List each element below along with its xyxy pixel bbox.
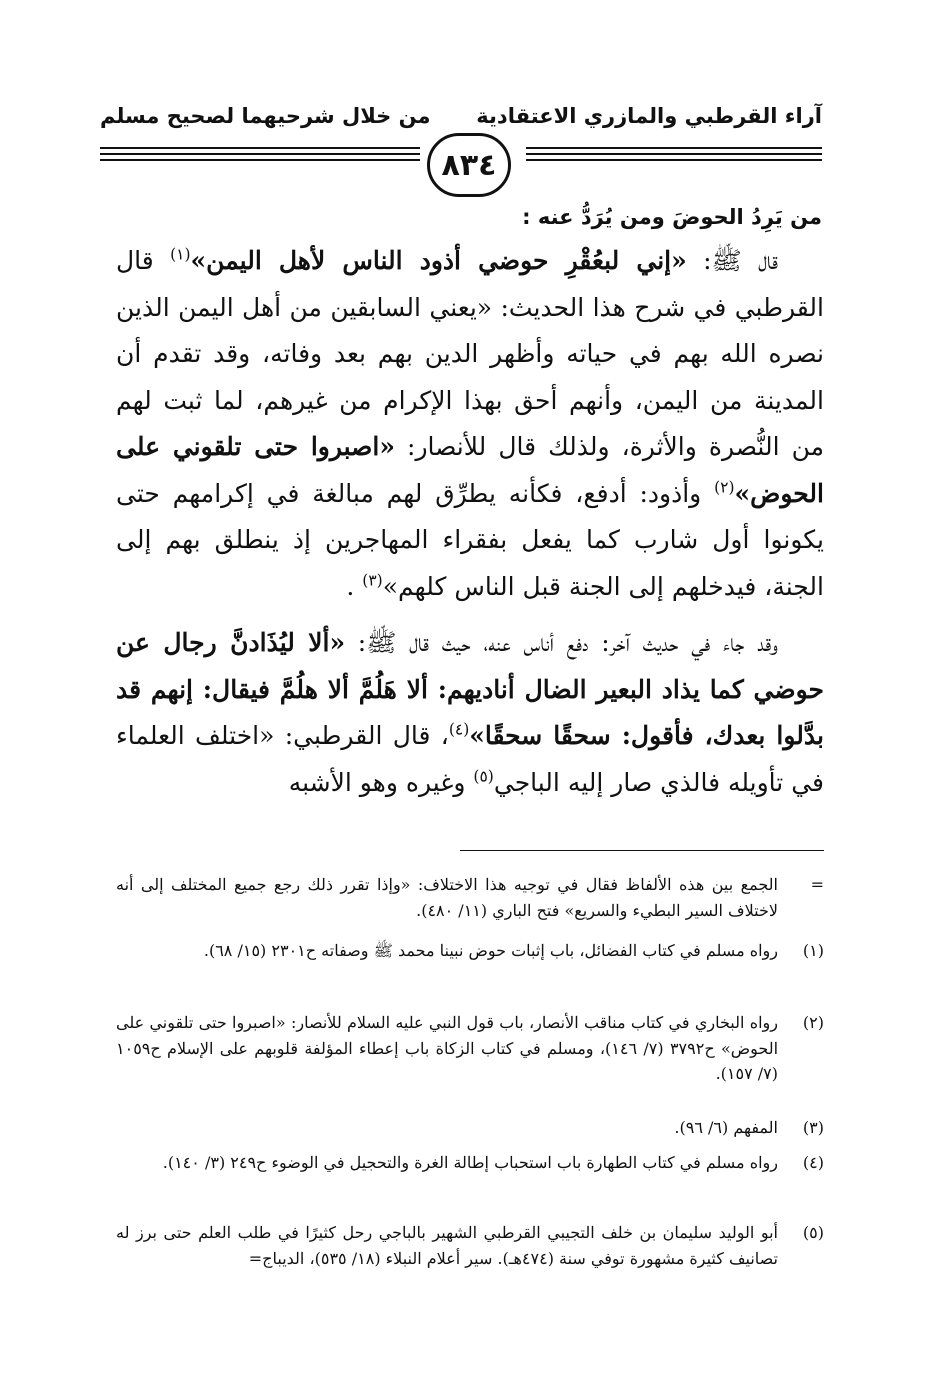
footnote-text: أبو الوليد سليمان بن خلف التجيبي القرطبي الشهير بالباجي رحل كثيرًا في طلب العلم حتى برز له تصانيف كثيرة مشهورة توفي سنة (٤٧٤هـ). سير أعلام النبلاء (١٨/ ٥٣٥)، الديباج= bbox=[116, 1223, 778, 1268]
footnote-ref: (١) bbox=[170, 245, 191, 264]
text-run: . bbox=[346, 571, 363, 601]
text-run: قال ﷺ: bbox=[686, 246, 778, 275]
text-run: ، قال القرطبي: «اختلف العلماء في تأويله فالذي صار إليه الباجي bbox=[116, 721, 824, 797]
footnote-4 bbox=[116, 1150, 824, 1176]
text-run: وقد جاء في حديث آخر: دفع أناس عنه، حيث قال ﷺ: bbox=[345, 628, 778, 657]
header-rule-right-top bbox=[526, 147, 822, 149]
footnote-ref: (٤) bbox=[448, 720, 470, 739]
text-run: وأذود: أدفع، فكأنه يطرِّق لهم مبالغة في إكرامهم حتى يكونوا أول شارب كما يفعل بفقراء المهاجرين إذ ينطلق بهم إلى الجنة، فيدخلهم إلى الجنة قبل الناس كلهم» bbox=[116, 478, 824, 601]
footnote-text: رواه البخاري في كتاب مناقب الأنصار، باب قول النبي عليه السلام للأنصار: «اصبروا حتى تلقوني على الحوض» ح٣٧٩٢ (٧/ ١٤٦)، ومسلم في كتاب الزكاة باب إعطاء المؤلفة قلوبهم على الإسلام ح١٠٥٩ (٧/ ١٥٧). bbox=[116, 1013, 779, 1083]
running-head-title: آراء القرطبي والمازري الاعتقادية bbox=[476, 104, 822, 128]
footnote-3 bbox=[116, 1115, 824, 1141]
running-head-subtitle: من خلال شرحيهما لصحيح مسلم bbox=[100, 104, 431, 128]
header-rule-left-top bbox=[100, 147, 420, 149]
paragraph-1 bbox=[116, 238, 824, 610]
main-text bbox=[116, 238, 824, 806]
footnote-text: رواه مسلم في كتاب الفضائل، باب إثبات حوض نبينا محمد ﷺ وصفاته ح٢٣٠١ (١٥/ ٦٨). bbox=[203, 941, 778, 960]
footnote-number: (٥) bbox=[802, 1223, 824, 1242]
text-run: قال القرطبي في شرح هذا الحديث: «يعني السابقين من أهل اليمن الذين نصره الله بهم في حياته وأظهر الدين بهم بعد وفاته، وقد تقدم أن المدينة من اليمن، وأنهم أحق بهذا الإكرام من غيرهم، لما ثبت لهم من النُّصرة والأثرة، ولذلك قال للأنصار: bbox=[116, 246, 824, 461]
paragraph-2 bbox=[116, 620, 824, 806]
header-rule-left-bottom bbox=[100, 159, 420, 161]
page-number-badge: ٨٣٤ bbox=[427, 133, 511, 197]
footnote-1 bbox=[116, 938, 824, 964]
section-heading: من يَرِدُ الحوضَ ومن يُرَدُّ عنه : bbox=[522, 205, 822, 229]
footnote-2 bbox=[116, 1010, 824, 1087]
footnote-number: (٢) bbox=[802, 1013, 824, 1032]
footnote-marker: = bbox=[810, 875, 824, 894]
footnote-number: (٤) bbox=[802, 1153, 824, 1172]
hadith-quote: «إني لبعُقْرِ حوضي أذود الناس لأهل اليمن» bbox=[190, 246, 687, 275]
footnote-text: المفهم (٦/ ٩٦). bbox=[674, 1118, 778, 1137]
footnote-number: (١) bbox=[802, 941, 824, 960]
text-run: وغيره وهو الأشبه bbox=[288, 767, 474, 797]
footnote-ref: (٥) bbox=[473, 767, 494, 786]
footnote-text: رواه مسلم في كتاب الطهارة باب استحباب إطالة الغرة والتحجيل في الوضوء ح٢٤٩ (٣/ ١٤٠). bbox=[162, 1153, 778, 1172]
footnote-ref: (٢) bbox=[714, 478, 735, 497]
footnote-text: الجمع بين هذه الألفاظ فقال في توجيه هذا الاختلاف: «وإذا تقرر ذلك رجع جميع المختلف إلى أنه لاختلاف السير البطيء والسريع» فتح الباري (١١/ ٤٨٠). bbox=[116, 875, 778, 920]
header-rule-left-middle bbox=[100, 153, 420, 155]
footnote-separator bbox=[460, 850, 824, 851]
header-rule-right-middle bbox=[526, 153, 822, 155]
footnote-5 bbox=[116, 1220, 824, 1271]
hadith-quote: «ألا ليُذَادنَّ رجال عن حوضي كما يذاد البعير الضال أناديهم: ألا هَلُمَّ ألا هلُمَّ فيقال: إنهم قد بدَّلوا بعدك، فأقول: سحقًا سحقًا» bbox=[116, 628, 824, 750]
header-rule-right-bottom bbox=[526, 159, 822, 161]
footnote-number: (٣) bbox=[802, 1118, 824, 1137]
footnote-ref: (٣) bbox=[362, 571, 383, 590]
hadith-quote: «اصبروا حتى تلقوني على الحوض» bbox=[116, 432, 824, 508]
footnote-continuation bbox=[116, 872, 824, 923]
